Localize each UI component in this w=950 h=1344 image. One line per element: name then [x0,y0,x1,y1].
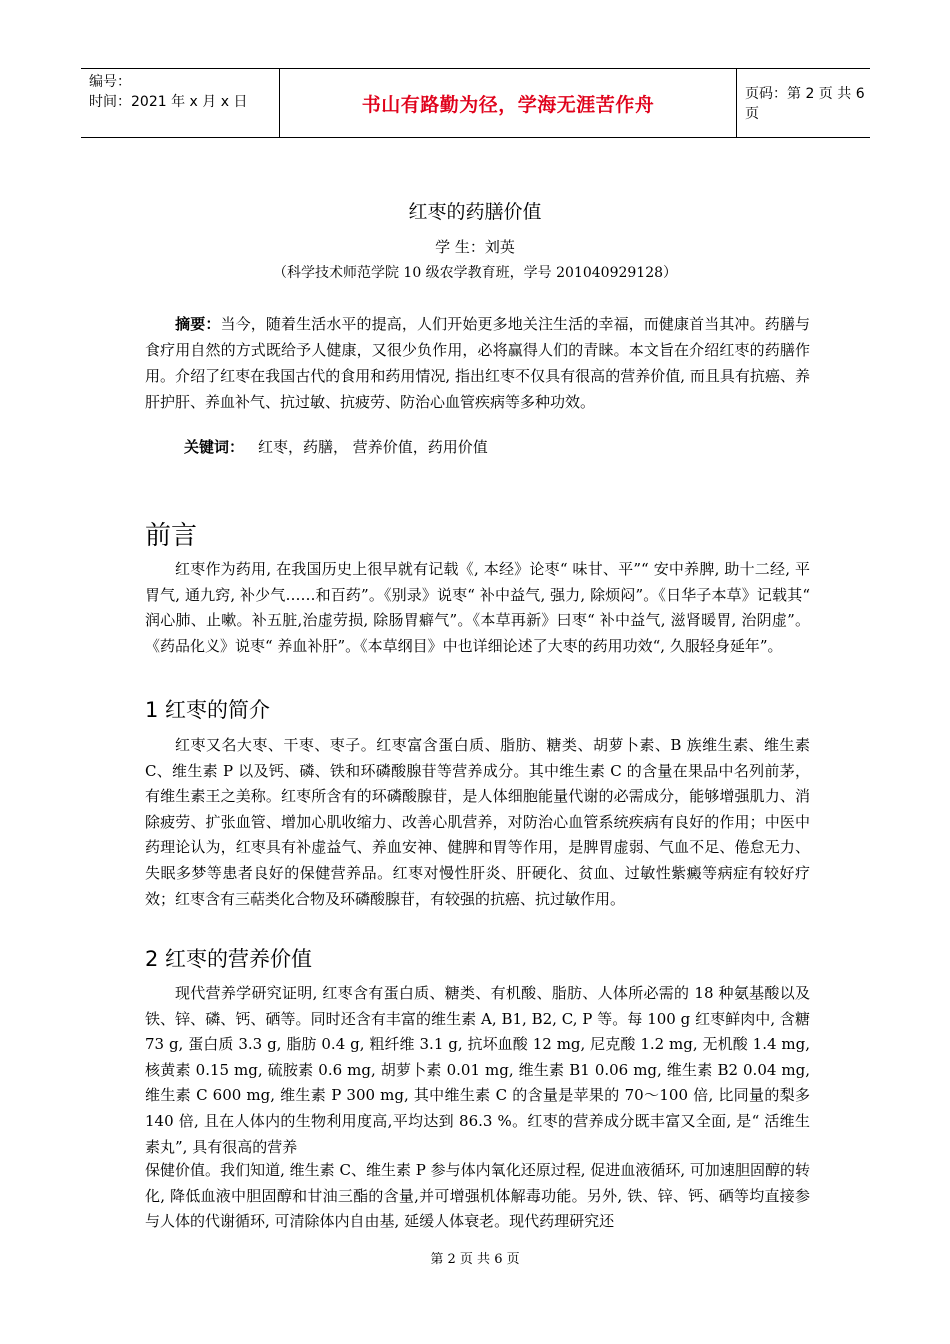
header-motto: 书山有路勤为径，学海无涯苦作舟 [361,93,655,116]
header-motto-cell [280,69,737,137]
keywords-label: 关键词： [184,438,245,456]
article-affiliation: （科学技术师范学院 10 级农学教育班，学号 201040929128） [272,265,678,281]
header-info-cell [81,69,280,137]
section-1-heading: 1 红枣的简介 [145,698,271,722]
section-2-paragraph-1: 现代营养学研究证明, 红枣含有蛋白质、糖类、有机酸、脂肪、人体所必需的 18 种氨基酸以及铁、锌、磷、钙、硒等。同时还含有丰富的维生素 A, B1, B2, C, P 等。每 100 g 红枣鲜肉中, 含糖 73 g, 蛋白质 3.3 g, 脂肪 0.4 g, 粗纤维 3.1 g, 抗坏血酸 12 mg, 尼克酸 1.2 mg, 无机酸 1.4 mg, 核黄素 0.15 mg, 硫胺素 0.6 mg, 胡萝卜素 0.01 mg, 维生素 B1 0.06 mg, 维生素 B2 0.04 mg, 维生素 C 600 mg, 维生素 P 300 mg, 其中维生素 C 的含量是苹果的 70～100 倍, 比同量的梨多 140 倍, 且在人体内的生物利用度高,平均达到 86.3 %。红枣的营养成分既丰富又全面, 是“ 活维生素丸”, 具有很高的营养 [145,984,810,1156]
keywords [184,436,488,457]
header-page-cell [737,69,870,137]
preface-heading: 前言 [145,521,198,551]
abstract [145,311,810,415]
article-title: 红枣的药膳价值 [408,201,542,223]
section-1-paragraph: 红枣又名大枣、干枣、枣子。红枣富含蛋白质、脂肪、糖类、胡萝卜素、B 族维生素、维生素 C、维生素 P 以及钙、磷、铁和环磷酸腺苷等营养成分。其中维生素 C 的含量在果品中名列前茅，有维生素王之美称。红枣所含有的环磷酸腺苷，是人体细胞能量代谢的必需成分，能够增强肌力、消除疲劳、扩张血管、增加心肌收缩力、改善心肌营养，对防治心血管系统疾病有良好的作用；中医中药理论认为，红枣具有补虚益气、养血安神、健脾和胃等作用，是脾胃虚弱、气血不足、倦怠无力、失眠多梦等患者良好的保健营养品。红枣对慢性肝炎、肝硬化、贫血、过敏性紫癜等病症有较好疗效；红枣含有三萜类化合物及环磷酸腺苷，有较强的抗癌、抗过敏作用。 [145,736,810,908]
page-footer: 第 2 页 共 6 页 [430,1252,520,1267]
article-author: 学 生：刘英 [435,238,515,256]
preface-paragraph: 红枣作为药用, 在我国历史上很早就有记载《, 本经》论枣“ 味甘、平”“ 安中养脾, 助十二经, 平胃气, 通九窍, 补少气……和百药”。《别录》说枣“ 补中益气, 强力, 除烦闷”。《日华子本草》记载其“ 润心肺、止嗽。补五脏,治虚劳损, 除肠胃癖气”。《本草再新》曰枣“ 补中益气, 滋肾暖胃, 治阴虚”。《药品化义》说枣“ 养血补肝”。《本草纲目》中也详细论述了大枣的药用功效“, 久服轻身延年”。 [145,560,810,655]
abstract-text: 当今，随着生活水平的提高，人们开始更多地关注生活的幸福，而健康首当其冲。药膳与食疗用自然的方式既给予人健康，又很少负作用，必将赢得人们的青睐。本文旨在介绍红枣的药膳作用。介绍了红枣在我国古代的食用和药用情况, 指出红枣不仅具有很高的营养价值, 而且具有抗癌、养肝护肝、养血补气、抗过敏、抗疲劳、防治心血管疾病等多种功效。 [145,315,810,411]
section-2-heading: 2 红枣的营养价值 [145,947,313,971]
document-date-label: 时间：2021 年 x 月 x 日 [89,94,248,110]
section-2-paragraph-2: 保健价值。我们知道, 维生素 C、维生素 P 参与体内氧化还原过程, 促进血液循环, 可加速胆固醇的转化, 降低血液中胆固醇和甘油三酯的含量,并可增强机体解毒功能。另外, 铁、锌、钙、硒等均直接参与人体的代谢循环, 可清除体内自由基, 延缓人体衰老。现代药理研究还 [145,1161,810,1231]
header-table [81,68,870,138]
abstract-label: 摘要： [175,315,221,333]
header-page-number: 页码：第 2 页 共 6 页 [745,86,865,122]
document-number-label: 编号： [89,74,131,90]
keywords-text: 红枣，药膳， 营养价值，药用价值 [258,438,488,456]
